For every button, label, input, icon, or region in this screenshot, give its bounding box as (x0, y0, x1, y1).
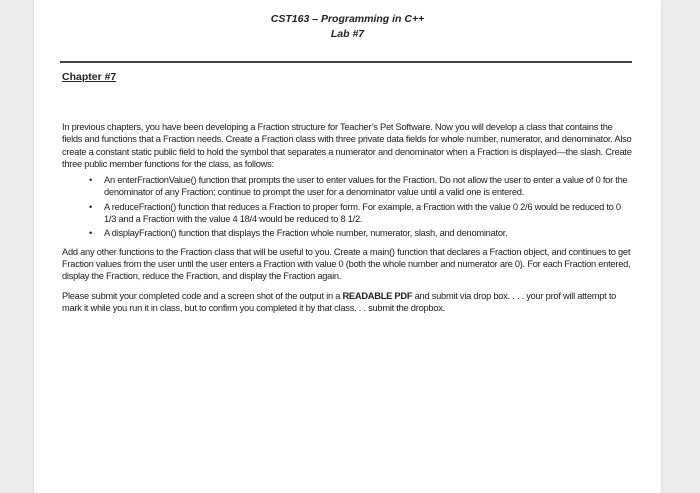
bullet-icon: • (89, 175, 93, 186)
list-item-text: A displayFraction() function that displays the Fraction whole number, numerator, slash, and denominator. (104, 228, 508, 239)
bullet-icon: • (89, 228, 93, 239)
horizontal-divider (60, 61, 632, 63)
main-function-paragraph: Add any other functions to the Fraction class that will be useful to you. Create a main() function that declares a Fraction object, and continues to get Fraction values from the user until the user enters a Fraction with value 0 (both the whole number and numerator are 0). For each Fraction entered, display the Fraction, reduce the Fraction, and display the Fraction again. (62, 246, 631, 282)
assignment-body (62, 121, 634, 314)
list-item-text: An enterFractionValue() function that prompts the user to enter values for the Fraction. Do not allow the user to enter a value of 0 for the denominator of any Fraction; continue to prompt the user for a denominator value until a valid one is entered. (104, 175, 628, 198)
list-item (89, 201, 634, 226)
lab-title: Lab #7 (330, 28, 365, 40)
function-list (62, 174, 634, 239)
submission-text-start: Please submit your completed code and a screen shot of the output in a (62, 290, 343, 301)
chapter-heading: Chapter #7 (62, 71, 117, 83)
bullet-icon: • (89, 201, 93, 212)
list-item (89, 227, 634, 239)
course-title: CST163 – Programming in C++ (270, 13, 425, 25)
intro-paragraph: In previous chapters, you have been developing a Fraction structure for Teacher’s Pet Software. Now you will develop a class that contains the fields and functions that a Fraction needs. Create a Fraction class with three private data fields for whole number, numerator, and denominator. Also create a constant static public field to hold the symbol that separates a numerator and denominator when a Fraction is displayed—the slash. Create three public member functions for the class, as follows: (62, 122, 632, 169)
list-item-text: A reduceFraction() function that reduces a Fraction to proper form. For example, a Fraction with the value 0 2/6 would be reduced to 0 1/3 and a Fraction with the value 4 18/4 would be reduced to 8 1/2. (104, 201, 621, 225)
submission-text-end: and submit via drop box. . . . your prof will attempt to mark it while you run it in class, but to confirm you completed it by that class. . . submit the dropbox. (62, 290, 617, 313)
document-page (34, 0, 661, 493)
readable-pdf-emphasis: READABLE PDF (342, 290, 413, 301)
submission-paragraph (62, 290, 634, 315)
list-item (89, 174, 634, 199)
